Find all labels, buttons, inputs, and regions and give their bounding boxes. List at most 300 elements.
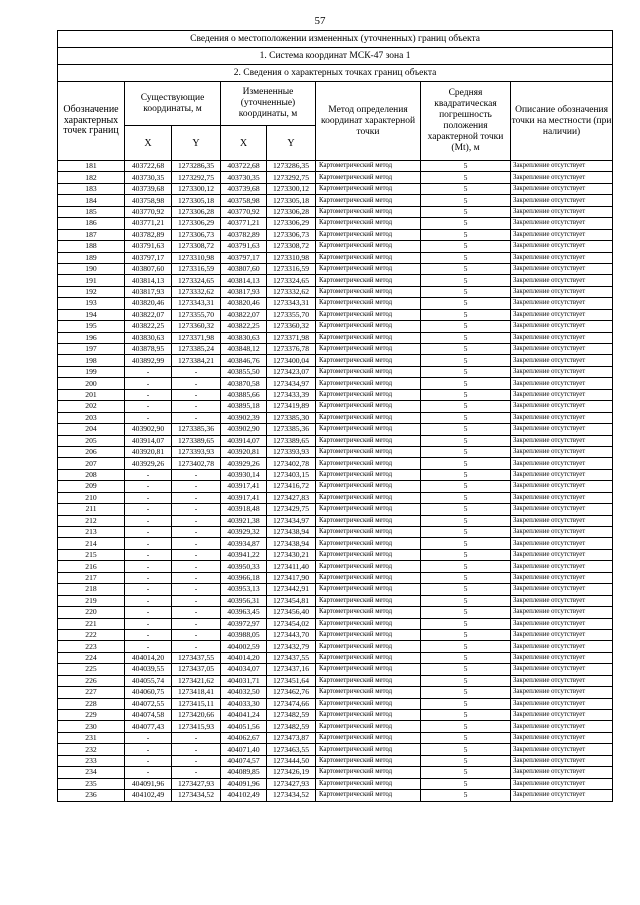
existing-y-cell: 1273437,05	[172, 664, 221, 675]
point-id-cell: 236	[58, 790, 125, 801]
changed-y-cell: 1273442,91	[267, 584, 316, 595]
accuracy-cell: 5	[421, 332, 511, 343]
method-cell: Картометрический метод	[316, 275, 421, 286]
existing-y-cell: 1273306,28	[172, 206, 221, 217]
description-cell: Закрепление отсутствует	[511, 515, 613, 526]
point-id-cell: 210	[58, 492, 125, 503]
changed-x-cell: 404033,30	[221, 698, 267, 709]
description-cell: Закрепление отсутствует	[511, 458, 613, 469]
description-cell: Закрепление отсутствует	[511, 286, 613, 297]
changed-x-cell: 403902,39	[221, 412, 267, 423]
existing-y-cell: 1273415,11	[172, 698, 221, 709]
table-row	[58, 572, 613, 583]
method-cell: Картометрический метод	[316, 721, 421, 732]
existing-y-cell: 1273402,78	[172, 458, 221, 469]
existing-x-cell: 404060,75	[125, 687, 172, 698]
description-cell: Закрепление отсутствует	[511, 412, 613, 423]
changed-y-cell: 1273474,66	[267, 698, 316, 709]
changed-x-cell: 403972,97	[221, 618, 267, 629]
table-row	[58, 561, 613, 572]
changed-y-cell: 1273371,98	[267, 332, 316, 343]
description-cell: Закрепление отсутствует	[511, 652, 613, 663]
point-id-cell: 211	[58, 504, 125, 515]
existing-x-cell: 403822,07	[125, 309, 172, 320]
table-row	[58, 469, 613, 480]
table-row	[58, 275, 613, 286]
changed-x-cell: 403929,32	[221, 527, 267, 538]
method-cell: Картометрический метод	[316, 618, 421, 629]
changed-y-cell: 1273411,40	[267, 561, 316, 572]
accuracy-cell: 5	[421, 298, 511, 309]
table-row	[58, 584, 613, 595]
method-cell: Картометрический метод	[316, 767, 421, 778]
method-cell: Картометрический метод	[316, 332, 421, 343]
method-cell: Картометрический метод	[316, 183, 421, 194]
existing-y-cell: -	[172, 549, 221, 560]
accuracy-cell: 5	[421, 161, 511, 172]
existing-x-cell: -	[125, 481, 172, 492]
existing-x-cell: 404072,55	[125, 698, 172, 709]
table-row	[58, 687, 613, 698]
existing-x-cell: -	[125, 607, 172, 618]
table-row	[58, 378, 613, 389]
method-cell: Картометрический метод	[316, 481, 421, 492]
description-cell: Закрепление отсутствует	[511, 195, 613, 206]
accuracy-cell: 5	[421, 664, 511, 675]
method-cell: Картометрический метод	[316, 378, 421, 389]
method-cell: Картометрический метод	[316, 710, 421, 721]
existing-y-cell: -	[172, 732, 221, 743]
point-id-cell: 219	[58, 595, 125, 606]
accuracy-cell: 5	[421, 378, 511, 389]
description-cell: Закрепление отсутствует	[511, 641, 613, 652]
existing-y-cell: -	[172, 504, 221, 515]
method-cell: Картометрический метод	[316, 778, 421, 789]
changed-x-cell: 403730,35	[221, 172, 267, 183]
changed-x-cell: 403950,33	[221, 561, 267, 572]
existing-x-cell: -	[125, 629, 172, 640]
accuracy-cell: 5	[421, 218, 511, 229]
existing-y-cell: -	[172, 744, 221, 755]
changed-y-cell: 1273416,72	[267, 481, 316, 492]
table-row	[58, 607, 613, 618]
method-cell: Картометрический метод	[316, 698, 421, 709]
existing-y-cell: -	[172, 618, 221, 629]
table-row	[58, 549, 613, 560]
existing-y-cell: -	[172, 572, 221, 583]
changed-y-cell: 1273385,30	[267, 412, 316, 423]
changed-x-cell: 403895,18	[221, 401, 267, 412]
changed-x-cell: 403830,63	[221, 332, 267, 343]
changed-x-cell: 403807,60	[221, 263, 267, 274]
point-id-cell: 201	[58, 389, 125, 400]
accuracy-cell: 5	[421, 527, 511, 538]
point-id-cell: 199	[58, 366, 125, 377]
existing-y-cell: 1273308,72	[172, 241, 221, 252]
method-cell: Картометрический метод	[316, 161, 421, 172]
description-cell: Закрепление отсутствует	[511, 344, 613, 355]
changed-x-cell: 404071,40	[221, 744, 267, 755]
existing-y-cell: 1273305,18	[172, 195, 221, 206]
existing-x-cell: 403892,99	[125, 355, 172, 366]
description-cell: Закрепление отсутствует	[511, 790, 613, 801]
changed-x-cell: 404062,67	[221, 732, 267, 743]
table-row	[58, 298, 613, 309]
point-id-cell: 196	[58, 332, 125, 343]
existing-x-cell: 403758,98	[125, 195, 172, 206]
method-cell: Картометрический метод	[316, 504, 421, 515]
point-id-cell: 204	[58, 424, 125, 435]
method-cell: Картометрический метод	[316, 401, 421, 412]
description-cell: Закрепление отсутствует	[511, 366, 613, 377]
description-cell: Закрепление отсутствует	[511, 183, 613, 194]
changed-y-cell: 1273432,79	[267, 641, 316, 652]
table-row	[58, 355, 613, 366]
existing-x-cell: 403820,46	[125, 298, 172, 309]
point-id-cell: 192	[58, 286, 125, 297]
existing-y-cell: -	[172, 595, 221, 606]
accuracy-cell: 5	[421, 641, 511, 652]
existing-y-cell: -	[172, 584, 221, 595]
table-row	[58, 389, 613, 400]
method-cell: Картометрический метод	[316, 755, 421, 766]
table-row	[58, 183, 613, 194]
changed-x-cell: 404091,96	[221, 778, 267, 789]
description-cell: Закрепление отсутствует	[511, 229, 613, 240]
point-id-cell: 225	[58, 664, 125, 675]
changed-x-cell: 403770,92	[221, 206, 267, 217]
existing-x-cell: -	[125, 744, 172, 755]
description-cell: Закрепление отсутствует	[511, 446, 613, 457]
existing-x-cell: -	[125, 389, 172, 400]
accuracy-cell: 5	[421, 263, 511, 274]
description-cell: Закрепление отсутствует	[511, 710, 613, 721]
description-cell: Закрепление отсутствует	[511, 172, 613, 183]
method-cell: Картометрический метод	[316, 446, 421, 457]
col-existing-header: Существующие координаты, м	[125, 82, 221, 126]
accuracy-cell: 5	[421, 595, 511, 606]
changed-y-cell: 1273400,04	[267, 355, 316, 366]
point-id-cell: 203	[58, 412, 125, 423]
description-cell: Закрепление отсутствует	[511, 378, 613, 389]
accuracy-cell: 5	[421, 355, 511, 366]
method-cell: Картометрический метод	[316, 607, 421, 618]
existing-x-cell: -	[125, 767, 172, 778]
existing-x-cell: -	[125, 641, 172, 652]
existing-y-cell: -	[172, 561, 221, 572]
accuracy-cell: 5	[421, 241, 511, 252]
changed-y-cell: 1273482,59	[267, 721, 316, 732]
point-id-cell: 221	[58, 618, 125, 629]
accuracy-cell: 5	[421, 172, 511, 183]
method-cell: Картометрический метод	[316, 469, 421, 480]
description-cell: Закрепление отсутствует	[511, 469, 613, 480]
table-row	[58, 755, 613, 766]
changed-x-cell: 404051,56	[221, 721, 267, 732]
changed-y-cell: 1273444,50	[267, 755, 316, 766]
existing-y-cell: 1273371,98	[172, 332, 221, 343]
changed-y-cell: 1273306,73	[267, 229, 316, 240]
changed-y-cell: 1273473,87	[267, 732, 316, 743]
existing-y-cell: 1273384,21	[172, 355, 221, 366]
existing-x-cell: 403770,92	[125, 206, 172, 217]
section-title: 2. Сведения о характерных точках границ объекта	[58, 65, 613, 82]
existing-y-cell: -	[172, 389, 221, 400]
point-id-cell: 206	[58, 446, 125, 457]
description-cell: Закрепление отсутствует	[511, 572, 613, 583]
point-id-cell: 195	[58, 321, 125, 332]
existing-x-cell: 404091,96	[125, 778, 172, 789]
accuracy-cell: 5	[421, 618, 511, 629]
description-cell: Закрепление отсутствует	[511, 481, 613, 492]
changed-x-cell: 403848,12	[221, 344, 267, 355]
description-cell: Закрепление отсутствует	[511, 664, 613, 675]
accuracy-cell: 5	[421, 206, 511, 217]
col-method-header: Метод определения координат характерной точки	[316, 82, 421, 161]
existing-y-cell: -	[172, 366, 221, 377]
accuracy-cell: 5	[421, 389, 511, 400]
table-row	[58, 332, 613, 343]
changed-y-cell: 1273306,29	[267, 218, 316, 229]
accuracy-cell: 5	[421, 469, 511, 480]
existing-y-cell: 1273306,73	[172, 229, 221, 240]
description-cell: Закрепление отсутствует	[511, 527, 613, 538]
accuracy-cell: 5	[421, 549, 511, 560]
description-cell: Закрепление отсутствует	[511, 549, 613, 560]
existing-x-cell: 404074,58	[125, 710, 172, 721]
point-id-cell: 183	[58, 183, 125, 194]
point-id-cell: 212	[58, 515, 125, 526]
changed-x-cell: 403934,87	[221, 538, 267, 549]
changed-y-cell: 1273316,59	[267, 263, 316, 274]
point-id-cell: 186	[58, 218, 125, 229]
accuracy-cell: 5	[421, 252, 511, 263]
existing-y-cell: 1273389,65	[172, 435, 221, 446]
accuracy-cell: 5	[421, 229, 511, 240]
existing-x-cell: -	[125, 549, 172, 560]
changed-x-cell: 403791,63	[221, 241, 267, 252]
changed-y-cell: 1273376,78	[267, 344, 316, 355]
existing-x-cell: 404039,55	[125, 664, 172, 675]
accuracy-cell: 5	[421, 778, 511, 789]
table-row	[58, 435, 613, 446]
accuracy-cell: 5	[421, 492, 511, 503]
table-row	[58, 538, 613, 549]
table-row	[58, 321, 613, 332]
existing-y-cell: 1273286,35	[172, 161, 221, 172]
changed-x-cell: 403920,81	[221, 446, 267, 457]
table-row	[58, 618, 613, 629]
accuracy-cell: 5	[421, 286, 511, 297]
table-row	[58, 629, 613, 640]
table-row	[58, 229, 613, 240]
existing-y-cell: 1273420,66	[172, 710, 221, 721]
table-row	[58, 732, 613, 743]
point-id-cell: 208	[58, 469, 125, 480]
changed-x-cell: 403918,48	[221, 504, 267, 515]
method-cell: Картометрический метод	[316, 344, 421, 355]
point-id-cell: 217	[58, 572, 125, 583]
method-cell: Картометрический метод	[316, 675, 421, 686]
description-cell: Закрепление отсутствует	[511, 732, 613, 743]
changed-y-cell: 1273305,18	[267, 195, 316, 206]
changed-x-cell: 403930,14	[221, 469, 267, 480]
accuracy-cell: 5	[421, 515, 511, 526]
point-id-cell: 218	[58, 584, 125, 595]
method-cell: Картометрический метод	[316, 355, 421, 366]
accuracy-cell: 5	[421, 401, 511, 412]
description-cell: Закрепление отсутствует	[511, 435, 613, 446]
coordinate-system: 1. Система координат МСК-47 зона 1	[58, 48, 613, 65]
existing-y-cell: -	[172, 538, 221, 549]
existing-y-cell: 1273316,59	[172, 263, 221, 274]
existing-y-cell: 1273360,32	[172, 321, 221, 332]
method-cell: Картометрический метод	[316, 744, 421, 755]
point-id-cell: 187	[58, 229, 125, 240]
method-cell: Картометрический метод	[316, 492, 421, 503]
description-cell: Закрепление отсутствует	[511, 755, 613, 766]
method-cell: Картометрический метод	[316, 366, 421, 377]
existing-x-cell: 404102,49	[125, 790, 172, 801]
method-cell: Картометрический метод	[316, 561, 421, 572]
table-row	[58, 504, 613, 515]
changed-x-cell: 403917,41	[221, 481, 267, 492]
table-row	[58, 492, 613, 503]
table-row	[58, 412, 613, 423]
existing-x-cell: -	[125, 527, 172, 538]
existing-x-cell: -	[125, 561, 172, 572]
description-cell: Закрепление отсутствует	[511, 424, 613, 435]
changed-y-cell: 1273434,97	[267, 378, 316, 389]
existing-y-cell: -	[172, 755, 221, 766]
changed-y-cell: 1273462,76	[267, 687, 316, 698]
existing-y-cell: -	[172, 629, 221, 640]
existing-x-cell: 403730,35	[125, 172, 172, 183]
accuracy-cell: 5	[421, 458, 511, 469]
table-row	[58, 652, 613, 663]
existing-x-cell: 403830,63	[125, 332, 172, 343]
changed-x-cell: 404089,85	[221, 767, 267, 778]
changed-y-cell: 1273437,55	[267, 652, 316, 663]
existing-y-cell: 1273427,93	[172, 778, 221, 789]
point-id-cell: 220	[58, 607, 125, 618]
method-cell: Картометрический метод	[316, 652, 421, 663]
changed-x-cell: 403929,26	[221, 458, 267, 469]
table-title: Сведения о местоположении измененных (уточненных) границ объекта	[58, 31, 613, 48]
description-cell: Закрепление отсутствует	[511, 401, 613, 412]
changed-x-cell: 404002,59	[221, 641, 267, 652]
existing-x-cell: 403739,68	[125, 183, 172, 194]
description-cell: Закрепление отсутствует	[511, 538, 613, 549]
changed-x-cell: 404041,24	[221, 710, 267, 721]
point-id-cell: 184	[58, 195, 125, 206]
changed-x-cell: 403914,07	[221, 435, 267, 446]
point-id-cell: 215	[58, 549, 125, 560]
existing-y-cell: 1273310,98	[172, 252, 221, 263]
existing-x-cell: -	[125, 515, 172, 526]
accuracy-cell: 5	[421, 790, 511, 801]
description-cell: Закрепление отсутствует	[511, 561, 613, 572]
point-id-cell: 229	[58, 710, 125, 721]
method-cell: Картометрический метод	[316, 435, 421, 446]
changed-y-cell: 1273456,40	[267, 607, 316, 618]
method-cell: Картометрический метод	[316, 412, 421, 423]
method-cell: Картометрический метод	[316, 790, 421, 801]
point-id-cell: 181	[58, 161, 125, 172]
method-cell: Картометрический метод	[316, 252, 421, 263]
point-id-cell: 230	[58, 721, 125, 732]
existing-y-cell: -	[172, 767, 221, 778]
existing-x-cell: 403878,95	[125, 344, 172, 355]
description-cell: Закрепление отсутствует	[511, 584, 613, 595]
description-cell: Закрепление отсутствует	[511, 607, 613, 618]
method-cell: Картометрический метод	[316, 629, 421, 640]
method-cell: Картометрический метод	[316, 527, 421, 538]
existing-x-cell: 403771,21	[125, 218, 172, 229]
description-cell: Закрепление отсутствует	[511, 275, 613, 286]
table-row	[58, 515, 613, 526]
table-row	[58, 206, 613, 217]
changed-x-cell: 404074,57	[221, 755, 267, 766]
existing-x-cell: 403722,68	[125, 161, 172, 172]
existing-x-cell: 403929,26	[125, 458, 172, 469]
changed-x-cell: 403870,58	[221, 378, 267, 389]
changed-x-cell: 403956,31	[221, 595, 267, 606]
boundary-points-table	[57, 30, 613, 802]
changed-y-cell: 1273433,39	[267, 389, 316, 400]
existing-y-cell: 1273415,93	[172, 721, 221, 732]
changed-y-cell: 1273482,59	[267, 710, 316, 721]
accuracy-cell: 5	[421, 744, 511, 755]
table-row	[58, 286, 613, 297]
accuracy-cell: 5	[421, 561, 511, 572]
existing-x-cell: -	[125, 378, 172, 389]
description-cell: Закрепление отсутствует	[511, 778, 613, 789]
changed-x-cell: 403814,13	[221, 275, 267, 286]
existing-x-cell: 403797,17	[125, 252, 172, 263]
changed-y-cell: 1273454,02	[267, 618, 316, 629]
changed-x-cell: 403846,76	[221, 355, 267, 366]
method-cell: Картометрический метод	[316, 584, 421, 595]
changed-y-cell: 1273300,12	[267, 183, 316, 194]
changed-x-cell: 403820,46	[221, 298, 267, 309]
description-cell: Закрепление отсутствует	[511, 504, 613, 515]
table-row	[58, 401, 613, 412]
table-row	[58, 790, 613, 801]
point-id-cell: 193	[58, 298, 125, 309]
description-cell: Закрепление отсутствует	[511, 263, 613, 274]
changed-y-cell: 1273402,78	[267, 458, 316, 469]
existing-x-cell: 403914,07	[125, 435, 172, 446]
changed-x-cell: 403797,17	[221, 252, 267, 263]
existing-x-cell: -	[125, 469, 172, 480]
existing-x-cell: 403822,25	[125, 321, 172, 332]
changed-x-cell: 404034,07	[221, 664, 267, 675]
accuracy-cell: 5	[421, 195, 511, 206]
point-id-cell: 234	[58, 767, 125, 778]
changed-x-cell: 403817,93	[221, 286, 267, 297]
table-row	[58, 309, 613, 320]
changed-y-cell: 1273423,07	[267, 366, 316, 377]
changed-x-cell: 404102,49	[221, 790, 267, 801]
description-cell: Закрепление отсутствует	[511, 595, 613, 606]
changed-y-cell: 1273434,97	[267, 515, 316, 526]
method-cell: Картометрический метод	[316, 389, 421, 400]
changed-x-cell: 403988,05	[221, 629, 267, 640]
existing-x-cell: -	[125, 538, 172, 549]
existing-x-cell: -	[125, 584, 172, 595]
changed-y-cell: 1273427,93	[267, 778, 316, 789]
